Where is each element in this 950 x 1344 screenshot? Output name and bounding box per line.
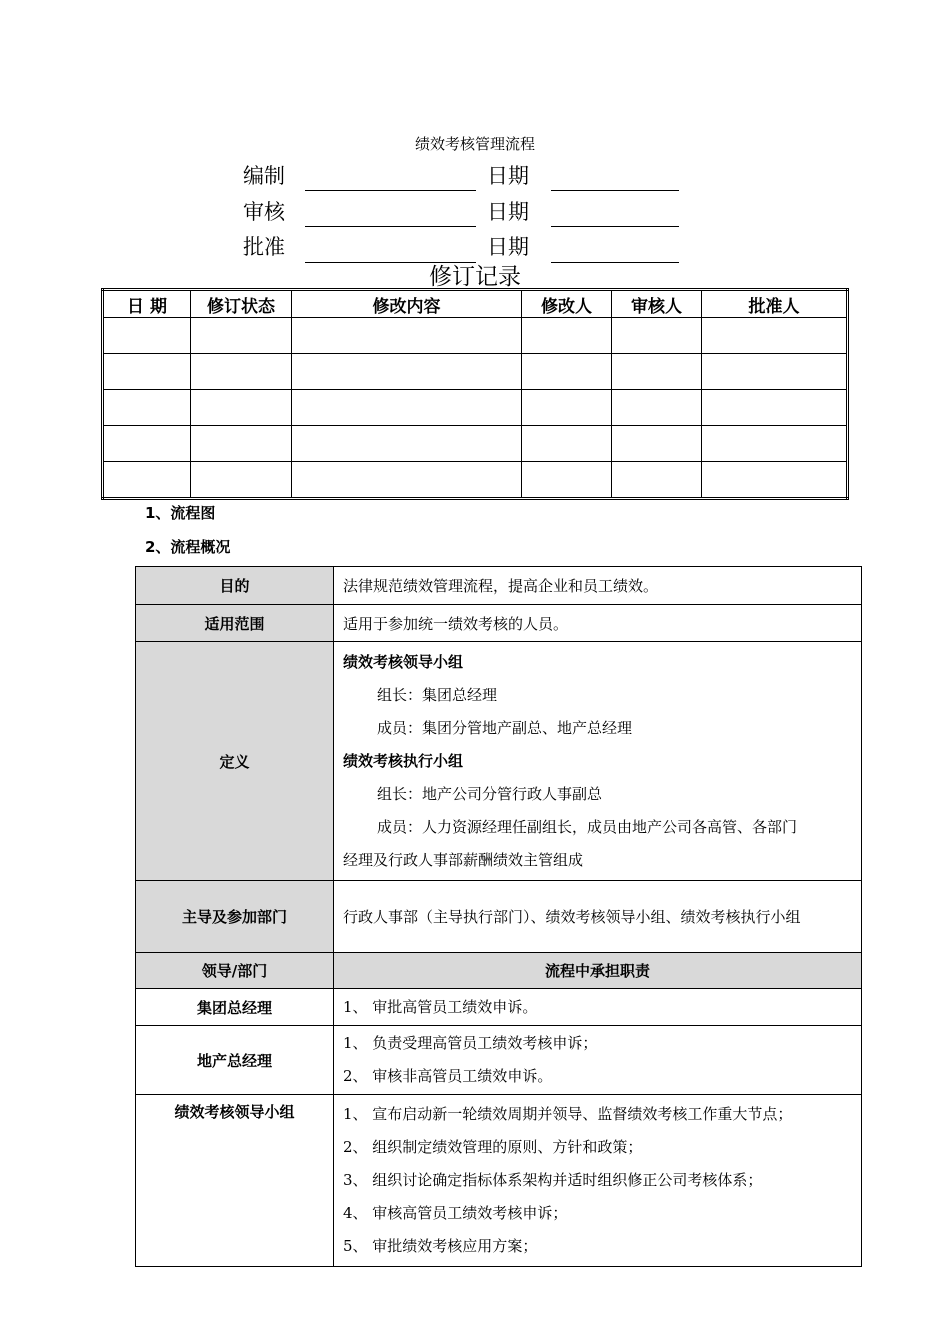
revision-cell[interactable] (292, 318, 522, 354)
revision-body (103, 318, 848, 499)
col-reviewer: 审核人 (612, 290, 702, 318)
departments-value: 行政人事部（主导执行部门）、绩效考核领导小组、绩效考核执行小组 (334, 881, 862, 953)
sign-date-label-3: 日期 (487, 235, 529, 259)
revision-cell[interactable] (702, 354, 848, 390)
section-flowchart: 1、流程图 (145, 504, 216, 522)
sign-date-line-1[interactable] (551, 190, 679, 191)
definition-line: 绩效考核执行小组 (343, 751, 464, 770)
revision-cell[interactable] (191, 426, 292, 462)
revision-cell[interactable] (103, 426, 191, 462)
definition-line: 组长：地产公司分管行政人事副总 (377, 784, 603, 803)
sign-label-compile: 编制 (243, 164, 285, 188)
revision-cell[interactable] (103, 354, 191, 390)
revision-row (103, 426, 848, 462)
definition-label: 定义 (136, 642, 334, 881)
row-scope (136, 605, 862, 642)
definition-line: 成员：人力资源经理任副组长，成员由地产公司各高管、各部门 (377, 817, 798, 836)
resp-header-left: 领导/部门 (136, 953, 334, 989)
revision-cell[interactable] (103, 318, 191, 354)
duty-item: 1、 宣布启动新一轮绩效周期并领导、监督绩效考核工作重大节点； (343, 1105, 793, 1123)
role-duties (334, 1095, 862, 1267)
row-definition (136, 642, 862, 881)
col-approver: 批准人 (702, 290, 848, 318)
duty-item: 1、 审批高管员工绩效申诉。 (343, 997, 538, 1016)
revision-cell[interactable] (191, 318, 292, 354)
revision-row (103, 462, 848, 499)
revision-table (101, 288, 849, 500)
revision-cell[interactable] (191, 354, 292, 390)
departments-label: 主导及参加部门 (136, 881, 334, 953)
duty-item: 3、 组织讨论确定指标体系架构并适时组织修正公司考核体系； (343, 1171, 763, 1189)
col-content: 修改内容 (292, 290, 522, 318)
role-duties (334, 1026, 862, 1095)
col-modifier: 修改人 (522, 290, 612, 318)
sign-label-review: 审核 (243, 200, 285, 224)
revision-cell[interactable] (522, 354, 612, 390)
duty-item: 2、 审核非高管员工绩效申诉。 (343, 1067, 553, 1085)
role-row (136, 1026, 862, 1095)
duty-item: 5、 审批绩效考核应用方案； (343, 1237, 538, 1255)
revision-cell[interactable] (612, 462, 702, 499)
revision-header-row (103, 290, 848, 318)
section-overview: 2、流程概况 (145, 538, 231, 556)
scope-value: 适用于参加统一绩效考核的人员。 (334, 605, 862, 642)
sign-line-review[interactable] (305, 226, 476, 227)
revision-cell[interactable] (702, 426, 848, 462)
revision-cell[interactable] (522, 462, 612, 499)
role-row (136, 989, 862, 1026)
revision-cell[interactable] (103, 462, 191, 499)
revision-cell[interactable] (612, 354, 702, 390)
overview-table (135, 566, 862, 1267)
roles-body (136, 989, 862, 1267)
revision-cell[interactable] (612, 318, 702, 354)
revision-cell[interactable] (292, 462, 522, 499)
revision-cell[interactable] (612, 390, 702, 426)
definition-line: 组长：集团总经理 (377, 685, 498, 704)
revision-cell[interactable] (612, 426, 702, 462)
duty-item: 4、 审核高管员工绩效考核申诉； (343, 1204, 568, 1222)
duty-item: 2、 组织制定绩效管理的原则、方针和政策； (343, 1138, 643, 1156)
col-date: 日 期 (103, 290, 191, 318)
definition-line: 经理及行政人事部薪酬绩效主管组成 (343, 850, 584, 869)
revision-cell[interactable] (292, 354, 522, 390)
purpose-label: 目的 (136, 567, 334, 605)
revision-cell[interactable] (702, 318, 848, 354)
definition-line: 绩效考核领导小组 (343, 652, 464, 671)
sign-date-label-2: 日期 (487, 200, 529, 224)
definition-line: 成员：集团分管地产副总、地产总经理 (377, 718, 633, 737)
revision-row (103, 390, 848, 426)
sign-label-approve: 批准 (243, 235, 285, 259)
col-status: 修订状态 (191, 290, 292, 318)
definition-value (334, 642, 862, 881)
scope-label: 适用范围 (136, 605, 334, 642)
row-resp-header (136, 953, 862, 989)
duty-item: 1、 负责受理高管员工绩效考核申诉； (343, 1034, 598, 1052)
revision-cell[interactable] (292, 390, 522, 426)
role-name: 地产总经理 (136, 1026, 334, 1095)
revision-cell[interactable] (702, 462, 848, 499)
revision-row (103, 354, 848, 390)
role-name: 集团总经理 (136, 989, 334, 1026)
revision-record-title: 修订记录 (429, 264, 521, 290)
revision-cell[interactable] (522, 390, 612, 426)
row-departments (136, 881, 862, 953)
revision-cell[interactable] (191, 390, 292, 426)
revision-cell[interactable] (292, 426, 522, 462)
revision-cell[interactable] (522, 318, 612, 354)
role-row (136, 1095, 862, 1267)
document-title: 绩效考核管理流程 (414, 135, 535, 153)
purpose-value: 法律规范绩效管理流程，提高企业和员工绩效。 (334, 567, 862, 605)
sign-date-line-2[interactable] (551, 226, 679, 227)
revision-cell[interactable] (522, 426, 612, 462)
role-name: 绩效考核领导小组 (136, 1095, 334, 1267)
row-purpose (136, 567, 862, 605)
sign-line-compile[interactable] (305, 190, 476, 191)
resp-header-right: 流程中承担职责 (334, 953, 862, 989)
revision-cell[interactable] (191, 462, 292, 499)
sign-date-label-1: 日期 (487, 164, 529, 188)
role-duties (334, 989, 862, 1026)
revision-cell[interactable] (702, 390, 848, 426)
revision-cell[interactable] (103, 390, 191, 426)
revision-row (103, 318, 848, 354)
